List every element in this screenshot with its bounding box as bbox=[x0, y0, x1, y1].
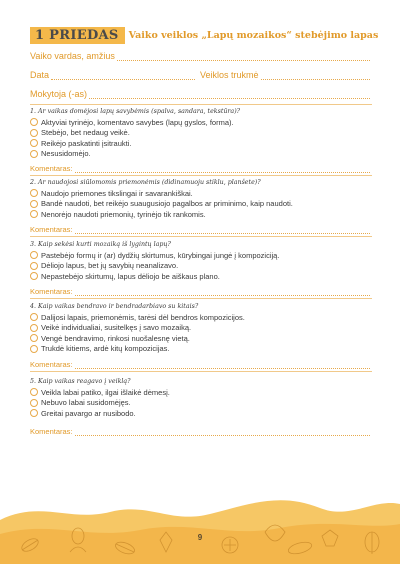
question-1 bbox=[30, 108, 375, 159]
comment-field[interactable] bbox=[30, 360, 370, 369]
option-label: Pastebėjo formų ir (ar) dydžių skirtumus, kūrybingai jungė į kompoziciją. bbox=[41, 250, 280, 260]
appendix-badge: 1 PRIEDAS bbox=[30, 27, 125, 44]
option-label: Vengė bendravimo, rinkosi nuošalesnę vietą. bbox=[41, 333, 190, 343]
child-name-field[interactable] bbox=[30, 51, 370, 61]
option[interactable] bbox=[30, 209, 375, 220]
option[interactable] bbox=[30, 138, 375, 149]
comment-field[interactable] bbox=[30, 164, 370, 173]
comment-label: Komentaras: bbox=[30, 164, 73, 173]
option-label: Greitai pavargo ar nusibodo. bbox=[41, 408, 136, 418]
radio-circle-icon[interactable] bbox=[30, 200, 38, 208]
date-line bbox=[51, 71, 195, 80]
comment-label: Komentaras: bbox=[30, 225, 73, 234]
option-label: Veikė individualiai, susitelkęs į savo mozaiką. bbox=[41, 323, 192, 333]
teacher-field[interactable] bbox=[30, 89, 370, 99]
radio-circle-icon[interactable] bbox=[30, 272, 38, 280]
header bbox=[30, 25, 378, 45]
divider bbox=[30, 175, 372, 176]
question-text: 5. Kaip vaikas reagavo į veiklą? bbox=[30, 378, 131, 385]
comment-line bbox=[75, 362, 370, 369]
option[interactable] bbox=[30, 271, 375, 282]
date-field[interactable] bbox=[30, 70, 195, 80]
comment-field[interactable] bbox=[30, 287, 370, 296]
option-label: Nesusidomėjo. bbox=[41, 149, 91, 159]
page-number: 9 bbox=[197, 533, 203, 542]
option-label: Reikėjo paskatinti įsitraukti. bbox=[41, 138, 132, 148]
option[interactable] bbox=[30, 408, 375, 419]
option-label: Nepastebėjo skirtumų, lapus dėliojo be aiškaus plano. bbox=[41, 271, 220, 281]
radio-circle-icon[interactable] bbox=[30, 409, 38, 417]
radio-circle-icon[interactable] bbox=[30, 150, 38, 158]
radio-circle-icon[interactable] bbox=[30, 129, 38, 137]
radio-circle-icon[interactable] bbox=[30, 251, 38, 259]
radio-circle-icon[interactable] bbox=[30, 262, 38, 270]
comment-line bbox=[75, 289, 370, 296]
option-label: Veikla labai patiko, ilgai išlaikė dėmesį. bbox=[41, 387, 170, 397]
question-2 bbox=[30, 179, 375, 220]
option[interactable] bbox=[30, 387, 375, 398]
duration-field[interactable] bbox=[200, 70, 370, 80]
option-label: Dėliojo lapus, bet jų savybių neanalizavo. bbox=[41, 261, 179, 271]
teacher-label: Mokytoja (-as) bbox=[30, 89, 88, 99]
divider bbox=[30, 371, 372, 372]
question-5 bbox=[30, 378, 375, 419]
divider bbox=[30, 298, 372, 299]
divider bbox=[30, 104, 372, 105]
question-text: 3. Kaip sekėsi kurti mozaiką iš lygintų lapų? bbox=[30, 241, 171, 248]
date-label: Data bbox=[30, 70, 50, 80]
radio-circle-icon[interactable] bbox=[30, 345, 38, 353]
comment-field[interactable] bbox=[30, 427, 370, 436]
radio-circle-icon[interactable] bbox=[30, 334, 38, 342]
option[interactable] bbox=[30, 250, 375, 261]
question-text: 4. Kaip vaikas bendravo ir bendradarbiavo su kitais? bbox=[30, 303, 199, 310]
radio-circle-icon[interactable] bbox=[30, 189, 38, 197]
option-label: Bandė naudoti, bet reikėjo suaugusiojo pagalbos ar priminimo, kaip naudoti. bbox=[41, 199, 293, 209]
child-name-line bbox=[117, 52, 370, 61]
option[interactable] bbox=[30, 117, 375, 128]
radio-circle-icon[interactable] bbox=[30, 313, 38, 321]
radio-circle-icon[interactable] bbox=[30, 399, 38, 407]
duration-label: Veiklos trukmė bbox=[200, 70, 259, 80]
radio-circle-icon[interactable] bbox=[30, 324, 38, 332]
option-label: Nenorėjo naudoti priemonių, tyrinėjo tik rankomis. bbox=[41, 209, 206, 219]
comment-label: Komentaras: bbox=[30, 427, 73, 436]
comment-label: Komentaras: bbox=[30, 287, 73, 296]
option[interactable] bbox=[30, 128, 375, 139]
option-label: Naudojo priemones tikslingai ir savarankiškai. bbox=[41, 188, 193, 198]
option[interactable] bbox=[30, 188, 375, 199]
duration-line bbox=[261, 71, 370, 80]
option[interactable] bbox=[30, 261, 375, 272]
comment-line bbox=[75, 166, 370, 173]
option-label: Stebėjo, bet nedaug veikė. bbox=[41, 128, 130, 138]
option[interactable] bbox=[30, 398, 375, 409]
divider bbox=[30, 236, 372, 237]
question-text: 1. Ar vaikas domėjosi lapų savybėmis (spalva, sandara, tekstūra)? bbox=[30, 108, 241, 115]
option[interactable] bbox=[30, 312, 375, 323]
sheet-title: Vaiko veiklos „Lapų mozaikos“ stebėjimo lapas bbox=[128, 29, 379, 41]
radio-circle-icon[interactable] bbox=[30, 388, 38, 396]
option-label: Dalijosi lapais, priemonėmis, tarėsi dėl bendros kompozicijos. bbox=[41, 312, 245, 322]
comment-field[interactable] bbox=[30, 225, 370, 234]
comment-line bbox=[75, 227, 370, 234]
option[interactable] bbox=[30, 323, 375, 334]
option[interactable] bbox=[30, 199, 375, 210]
comment-line bbox=[75, 429, 370, 436]
option-label: Nebuvo labai susidomėjęs. bbox=[41, 398, 131, 408]
teacher-line bbox=[89, 90, 370, 99]
question-4 bbox=[30, 303, 375, 354]
option[interactable] bbox=[30, 333, 375, 344]
question-text: 2. Ar naudojosi siūlomomis priemonėmis (didinamuoju stiklu, planšete)? bbox=[30, 179, 261, 186]
option-label: Trukdė kitiems, ardė kitų kompozicijas. bbox=[41, 344, 170, 354]
child-name-label: Vaiko vardas, amžius bbox=[30, 51, 115, 61]
radio-circle-icon[interactable] bbox=[30, 118, 38, 126]
comment-label: Komentaras: bbox=[30, 360, 73, 369]
option[interactable] bbox=[30, 344, 375, 355]
option[interactable] bbox=[30, 149, 375, 160]
radio-circle-icon[interactable] bbox=[30, 210, 38, 218]
radio-circle-icon[interactable] bbox=[30, 139, 38, 147]
option-label: Aktyviai tyrinėjo, komentavo savybes (lapų gyslos, forma). bbox=[41, 117, 234, 127]
autumn-footer-illustration bbox=[0, 490, 400, 564]
question-3 bbox=[30, 241, 375, 282]
